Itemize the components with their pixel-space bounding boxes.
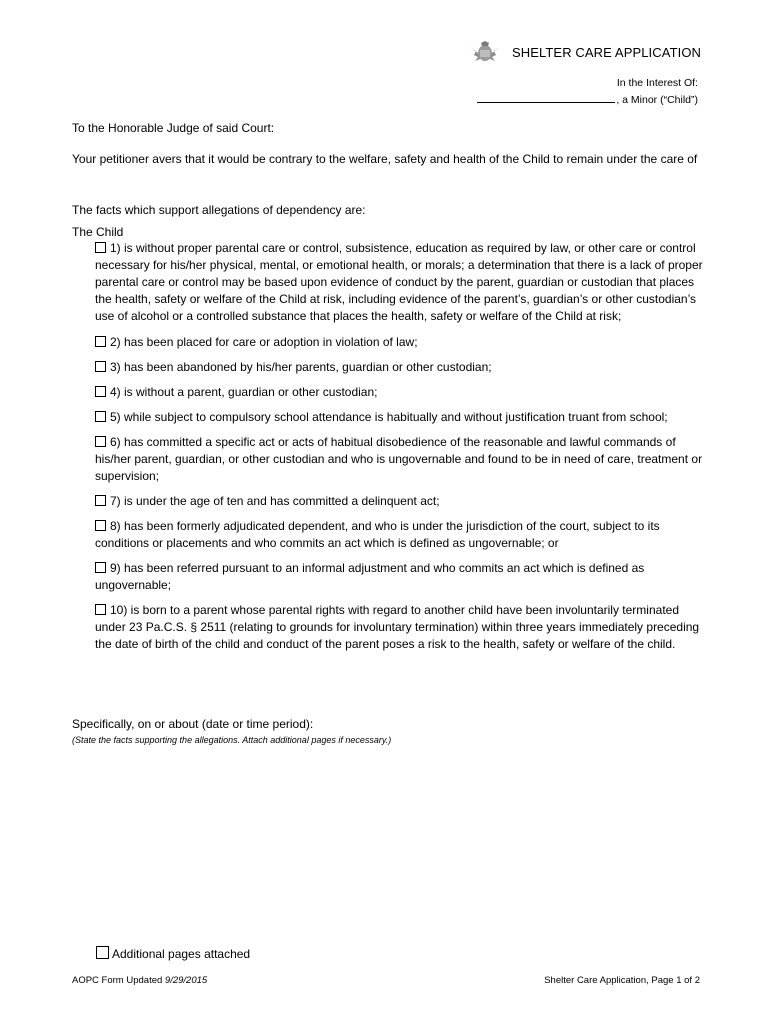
minor-suffix: , a Minor (“Child”) bbox=[616, 94, 698, 106]
specifically-label: Specifically, on or about (date or time period): bbox=[72, 717, 314, 731]
allegation-text: 2) has been placed for care or adoption in violation of law; bbox=[110, 335, 418, 349]
allegation-text: 8) has been formerly adjudicated dependent, and who is under the jurisdiction of the court, subject to its conditions or placements and who commits an act which is defined as ungovernable; or bbox=[95, 519, 660, 550]
allegation-text: 6) has committed a specific act or acts of habitual disobedience of the reasonable and lawful commands of his/her parent, guardian, or other custodian and who is ungovernable and found to be in need of care, treatment or supervision; bbox=[95, 435, 703, 483]
facts-intro: The facts which support allegations of dependency are: bbox=[72, 203, 366, 217]
allegation-checkbox-7[interactable] bbox=[95, 495, 106, 506]
allegation-item-7 bbox=[95, 493, 705, 510]
allegation-text: 9) has been referred pursuant to an informal adjustment and who commits an act which is defined as ungovernable; bbox=[95, 561, 645, 592]
additional-pages-label: Additional pages attached bbox=[112, 947, 251, 961]
state-seal-icon bbox=[468, 41, 502, 63]
footer-page-number: Shelter Care Application, Page 1 of 2 bbox=[544, 975, 700, 986]
minor-name-field[interactable] bbox=[477, 91, 615, 103]
allegation-text: 7) is under the age of ten and has committed a delinquent act; bbox=[110, 494, 440, 508]
allegation-checkbox-10[interactable] bbox=[95, 604, 106, 615]
footer-form-info bbox=[72, 975, 207, 986]
instructions-note: (State the facts supporting the allegations. Attach additional pages if necessary.) bbox=[72, 735, 392, 745]
allegation-item-9 bbox=[95, 560, 705, 594]
child-label: The Child bbox=[72, 225, 124, 239]
allegation-item-8 bbox=[95, 518, 705, 552]
allegation-text: 5) while subject to compulsory school attendance is habitually and without justification truant from school; bbox=[110, 410, 668, 424]
allegation-checkbox-5[interactable] bbox=[95, 411, 106, 422]
minor-name-line bbox=[477, 91, 698, 108]
form-title: SHELTER CARE APPLICATION bbox=[512, 45, 702, 60]
allegation-item-10 bbox=[95, 602, 705, 653]
allegation-checkbox-1[interactable] bbox=[95, 242, 106, 253]
allegation-checkbox-2[interactable] bbox=[95, 336, 106, 347]
footer-form-label: AOPC Form Updated bbox=[72, 975, 165, 986]
allegation-item-1 bbox=[95, 240, 705, 325]
allegation-item-5 bbox=[95, 409, 705, 426]
allegation-item-4 bbox=[95, 384, 705, 401]
allegation-checkbox-3[interactable] bbox=[95, 361, 106, 372]
interest-block bbox=[477, 76, 698, 108]
allegation-checkbox-4[interactable] bbox=[95, 386, 106, 397]
allegation-item-2 bbox=[95, 334, 705, 351]
allegation-checkbox-8[interactable] bbox=[95, 520, 106, 531]
allegation-text: 4) is without a parent, guardian or other custodian; bbox=[110, 385, 378, 399]
allegation-text: 3) has been abandoned by his/her parents, guardian or other custodian; bbox=[110, 360, 492, 374]
allegation-checkbox-9[interactable] bbox=[95, 562, 106, 573]
greeting: To the Honorable Judge of said Court: bbox=[72, 121, 275, 135]
interest-label: In the Interest Of: bbox=[616, 77, 698, 89]
allegation-checkbox-6[interactable] bbox=[95, 436, 106, 447]
additional-pages-checkbox[interactable] bbox=[96, 946, 109, 959]
allegation-list bbox=[95, 240, 705, 661]
allegation-text: 1) is without proper parental care or control, subsistence, education as required by law, or other care or control necessary for his/her physical, mental, or emotional health, or morals; a determination that there is a lack of proper parental care or control may be based upon evidence of conduct by the parent, guardian or custodian that places the health, safety or welfare of the Child at risk, including evidence of the parent’s, guardian’s or other custodian’s use of alcohol or a controlled substance that places the health, safety or welfare of the Child at risk; bbox=[95, 241, 703, 323]
allegation-item-6 bbox=[95, 434, 705, 485]
allegation-text: 10) is born to a parent whose parental rights with regard to another child have been involuntarily terminated under 23 Pa.C.S. § 2511 (relating to grounds for involuntary termination) within three years immediately preceding the date of birth of the child and conduct of the parent poses a risk to the health, safety or welfare of the child. bbox=[95, 603, 700, 651]
additional-pages-row bbox=[96, 946, 250, 961]
allegation-item-3 bbox=[95, 359, 705, 376]
petition-text: Your petitioner avers that it would be contrary to the welfare, safety and health of the Child to remain under the care of bbox=[72, 152, 698, 166]
footer-form-date: 9/29/2015 bbox=[164, 975, 208, 986]
